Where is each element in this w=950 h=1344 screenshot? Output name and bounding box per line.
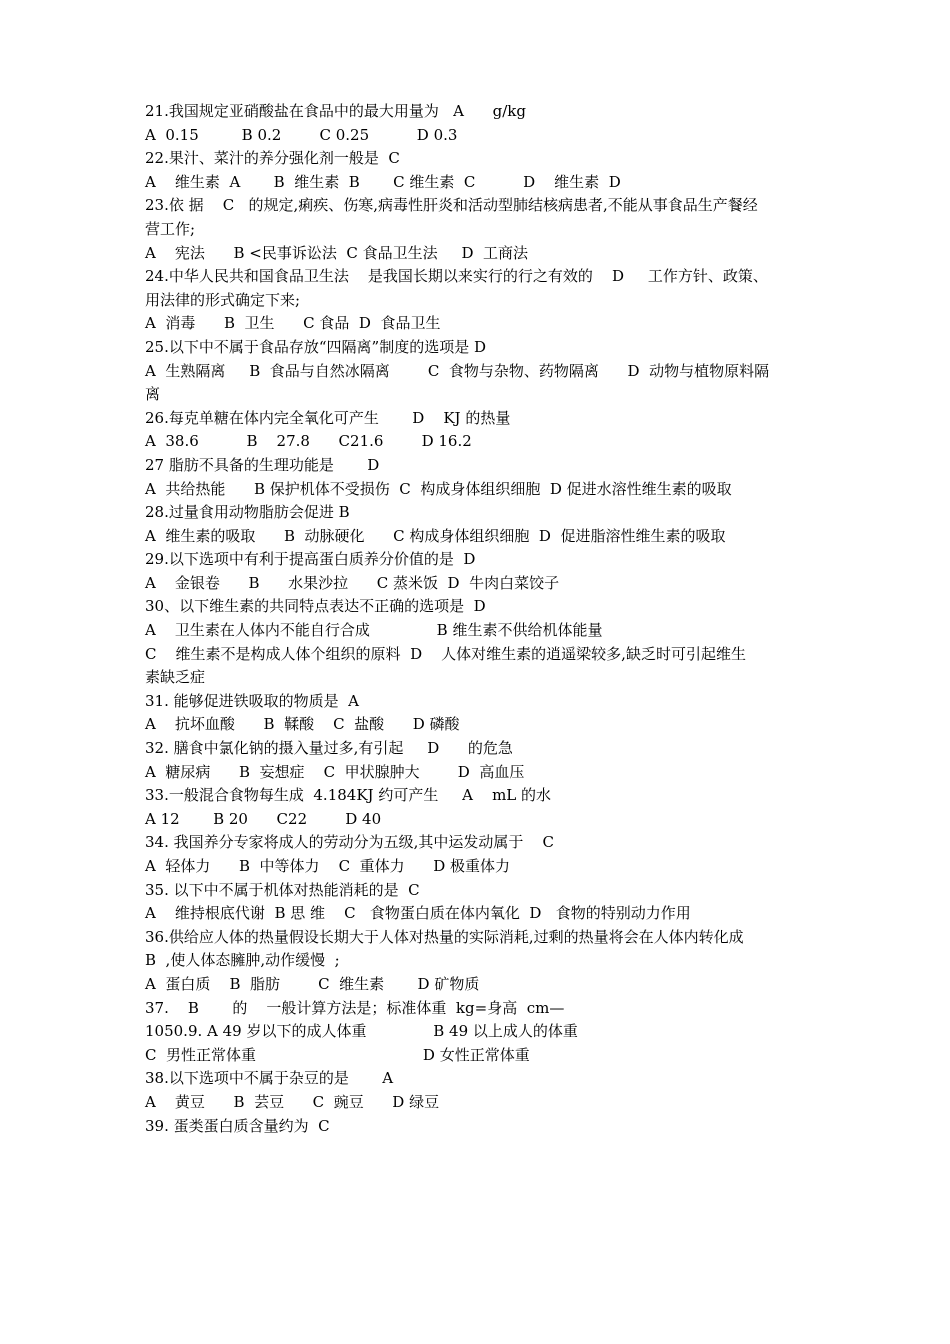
text-line: 用法律的形式确定下来; xyxy=(145,290,301,309)
text-line: C 男性正常体重 D 女性正常体重 xyxy=(145,1045,530,1064)
text-line: A 维生素 A B 维生素 B C 维生素 C D 维生素 D xyxy=(145,172,621,191)
text-line: A 12 B 20 C22 D 40 xyxy=(145,809,382,828)
text-line: A 共给热能 B 保护机体不受损伤 C 构成身体组织细胞 D 促进水溶性维生素的吸取 xyxy=(145,479,732,498)
text-line: 23.依 据 C 的规定,痢疾、伤寒,病毒性肝炎和活动型肺结核病患者,不能从事食品生产餐经 xyxy=(145,196,758,215)
text-line: 25.以下中不属于食品存放“四隔离”制度的选项是 D xyxy=(145,337,486,356)
text-line: A 生熟隔离 B 食品与自然冰隔离 C 食物与杂物、药物隔离 D 动物与植物原料隔 xyxy=(145,361,770,380)
text-line: 27 脂肪不具备的生理功能是 D xyxy=(145,455,380,474)
text-line: 24.中华人民共和国食品卫生法 是我国长期以来实行的行之有效的 D 工作方针、政策、 xyxy=(145,267,768,286)
text-line: A 维持根底代谢 B 思 维 C 食物蛋白质在体内氧化 D 食物的特别动力作用 xyxy=(145,904,691,923)
text-line: 营工作; xyxy=(145,219,196,238)
text-line: A 消毒 B 卫生 C 食品 D 食品卫生 xyxy=(145,314,441,333)
text-line: A 0.15 B 0.2 C 0.25 D 0.3 xyxy=(145,125,458,144)
text-line: A 抗坏血酸 B 鞣酸 C 盐酸 D 磷酸 xyxy=(145,715,460,734)
text-line: 1050.9. A 49 岁以下的成人体重 B 49 以上成人的体重 xyxy=(145,1022,578,1041)
text-line: 30、以下维生素的共同特点表达不正确的选项是 D xyxy=(145,597,486,616)
text-line: A 卫生素在人体内不能自行合成 B 维生素不供给机体能量 xyxy=(145,621,603,640)
text-line: 33.一般混合食物每生成 4.184KJ 约可产生 A mL 的水 xyxy=(145,786,552,805)
text-line: 36.供给应人体的热量假设长期大于人体对热量的实际消耗,过剩的热量将会在人体内转化成 xyxy=(145,927,744,946)
text-line: A 轻体力 B 中等体力 C 重体力 D 极重体力 xyxy=(145,857,511,875)
text-line: 21.我国规定亚硝酸盐在食品中的最大用量为 A g/kg xyxy=(145,102,526,120)
text-line: 素缺乏症 xyxy=(145,668,206,687)
text-line: 39. 蛋类蛋白质含量约为 C xyxy=(145,1116,330,1135)
text-line: 32. 膳食中氯化钠的摄入量过多,有引起 D 的危急 xyxy=(145,739,513,758)
text-line: A 黄豆 B 芸豆 C 豌豆 D 绿豆 xyxy=(145,1092,440,1111)
text-line: 26.每克单糖在体内完全氧化可产生 D KJ 的热量 xyxy=(145,408,511,427)
text-line: A 糖尿病 B 妄想症 C 甲状腺肿大 D 高血压 xyxy=(145,762,525,781)
text-line: B ,使人体态臃肿,动作缓慢 ; xyxy=(145,951,340,970)
text-line: 28.过量食用动物脂肪会促进 B xyxy=(145,503,350,522)
text-line: A 38.6 B 27.8 C21.6 D 16.2 xyxy=(145,432,472,451)
text-line: A 维生素的吸取 B 动脉硬化 C 构成身体组织细胞 D 促进脂溶性维生素的吸取 xyxy=(145,526,726,545)
text-line: 31. 能够促进铁吸取的物质是 A xyxy=(145,691,359,710)
document-page xyxy=(145,100,810,1138)
text-line: A 宪法 B <民事诉讼法 C 食品卫生法 D 工商法 xyxy=(145,243,529,262)
text-line: 37. B 的 一般计算方法是；标准体重 kg=身高 cm— xyxy=(145,998,565,1017)
text-line: 22.果汁、菜汁的养分强化剂一般是 C xyxy=(145,149,400,168)
text-line: 离 xyxy=(145,385,161,404)
text-line: 38.以下选项中不属于杂豆的是 A xyxy=(145,1069,394,1088)
text-line: 29.以下选项中有利于提高蛋白质养分价值的是 D xyxy=(145,550,476,569)
text-line: C 维生素不是构成人体个组织的原料 D 人体对维生素的逍遥梁较多,缺乏时可引起维生 xyxy=(145,644,746,663)
text-line: A 金银卷 B 水果沙拉 C 蒸米饭 D 牛肉白菜饺子 xyxy=(145,573,560,592)
text-line: 35. 以下中不属于机体对热能消耗的是 C xyxy=(145,880,420,899)
text-line: 34. 我国养分专家将成人的劳动分为五级,其中运发动属于 C xyxy=(145,833,554,852)
text-line: A 蛋白质 B 脂肪 C 维生素 D 矿物质 xyxy=(145,974,480,993)
